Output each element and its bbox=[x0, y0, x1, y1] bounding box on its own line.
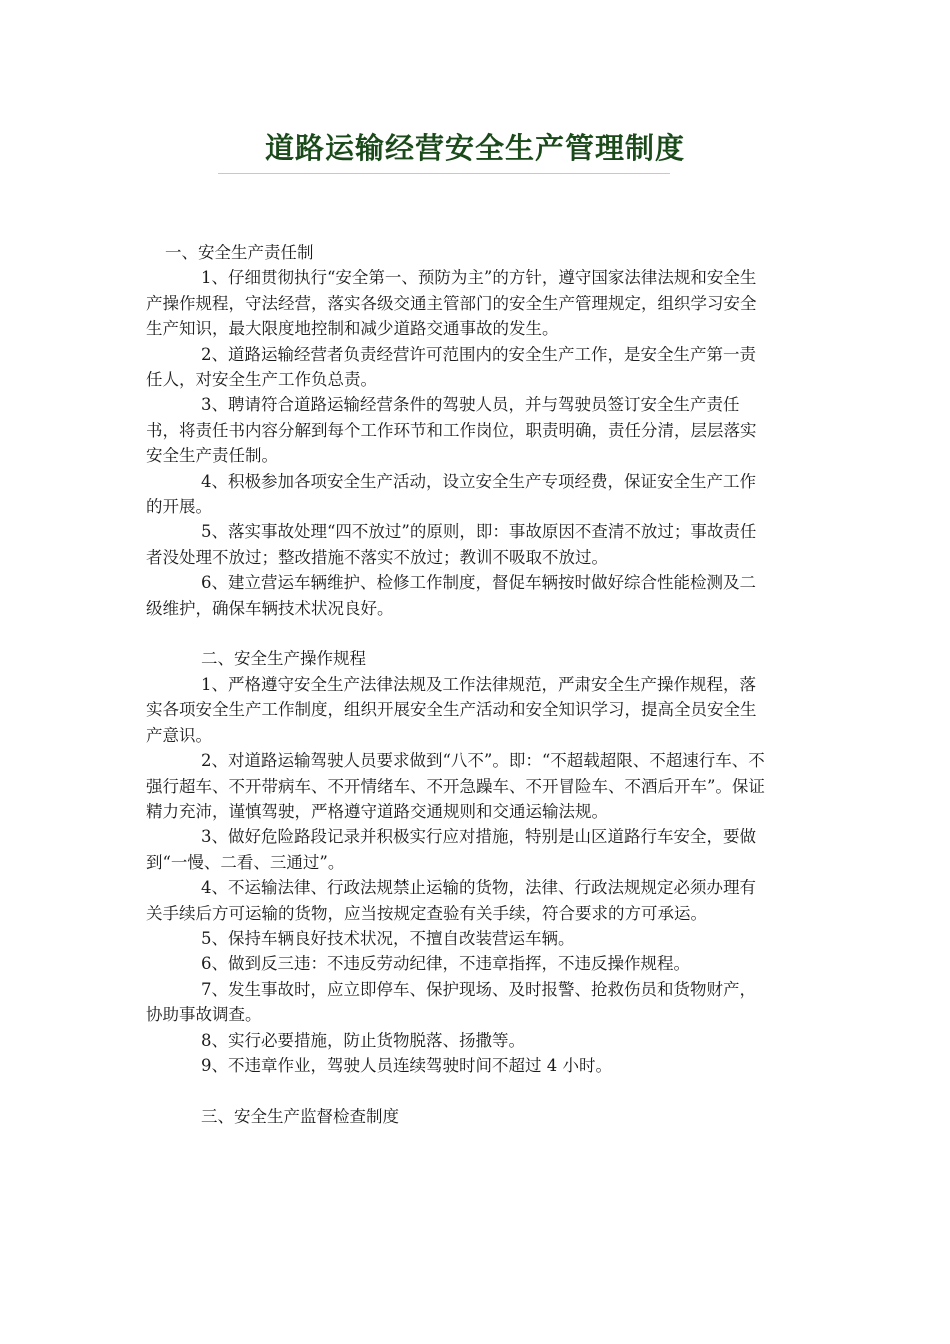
paragraph: 1、严格遵守安全生产法律法规及工作法律规范，严肃安全生产操作规程，落实各项安全生产工作制度，组织开展安全生产活动和安全知识学习，提高全员安全生产意识。 bbox=[146, 674, 757, 745]
section-heading: 一、安全生产责任制 bbox=[165, 243, 314, 262]
paragraph: 8、实行必要措施，防止货物脱落、扬撒等。 bbox=[201, 1030, 525, 1050]
blank-line bbox=[146, 621, 771, 646]
paragraph: 5、落实事故处理“四不放过”的原则，即：事故原因不查清不放过；事故责任者没处理不放过；整改措施不落实不放过；教训不吸取不放过。 bbox=[146, 522, 757, 567]
paragraph: 7、发生事故时，应立即停车、保护现场、及时报警、抢救伤员和货物财产，协助事故调查。 bbox=[146, 979, 756, 1025]
paragraph: 4、积极参加各项安全生产活动，设立安全生产专项经费，保证安全生产工作的开展。 bbox=[146, 471, 756, 517]
paragraph: 1、仔细贯彻执行“安全第一、预防为主”的方针，遵守国家法律法规和安全生产操作规程，守法经营，落实各级交通主管部门的安全生产管理规定，组织学习安全生产知识，最大限度地控制和减少道路交通事故的发生。 bbox=[146, 268, 757, 339]
paragraph: 3、聘请符合道路运输经营条件的驾驶人员，并与驾驶员签订安全生产责任书，将责任书内容分解到每个工作环节和工作岗位，职责明确，责任分清，层层落实安全生产责任制。 bbox=[146, 395, 757, 466]
document-body bbox=[146, 240, 771, 1129]
section-heading: 三、安全生产监督检查制度 bbox=[201, 1106, 399, 1126]
title-divider bbox=[218, 173, 670, 174]
paragraph: 6、建立营运车辆维护、检修工作制度，督促车辆按时做好综合性能检测及二级维护，确保车辆技术状况良好。 bbox=[146, 573, 756, 618]
paragraph: 2、对道路运输驾驶人员要求做到“八不”。即：“不超载超限、不超速行车、不强行超车、不开带病车、不开情绪车、不开急躁车、不开冒险车、不酒后开车”。保证精力充沛，谨慎驾驶，严格遵守道路交通规则和交通运输法规。 bbox=[146, 751, 765, 821]
blank-line bbox=[146, 1078, 771, 1103]
paragraph: 2、道路运输经营者负责经营许可范围内的安全生产工作，是安全生产第一责任人，对安全生产工作负总责。 bbox=[146, 344, 756, 390]
paragraph: 4、不运输法律、行政法规禁止运输的货物，法律、行政法规规定必须办理有关手续后方可运输的货物，应当按规定查验有关手续，符合要求的方可承运。 bbox=[146, 878, 756, 923]
document-title: 道路运输经营安全生产管理制度 bbox=[264, 131, 685, 165]
paragraph: 9、不违章作业，驾驶人员连续驾驶时间不超过 4 小时。 bbox=[201, 1055, 612, 1075]
paragraph: 3、做好危险路段记录并积极实行应对措施，特别是山区道路行车安全，要做到“一慢、二看、三通过”。 bbox=[146, 827, 756, 872]
paragraph: 5、保持车辆良好技术状况，不擅自改装营运车辆。 bbox=[201, 928, 575, 948]
section-heading: 二、安全生产操作规程 bbox=[201, 649, 366, 669]
paragraph: 6、做到反三违：不违反劳动纪律，不违章指挥，不违反操作规程。 bbox=[201, 954, 690, 974]
